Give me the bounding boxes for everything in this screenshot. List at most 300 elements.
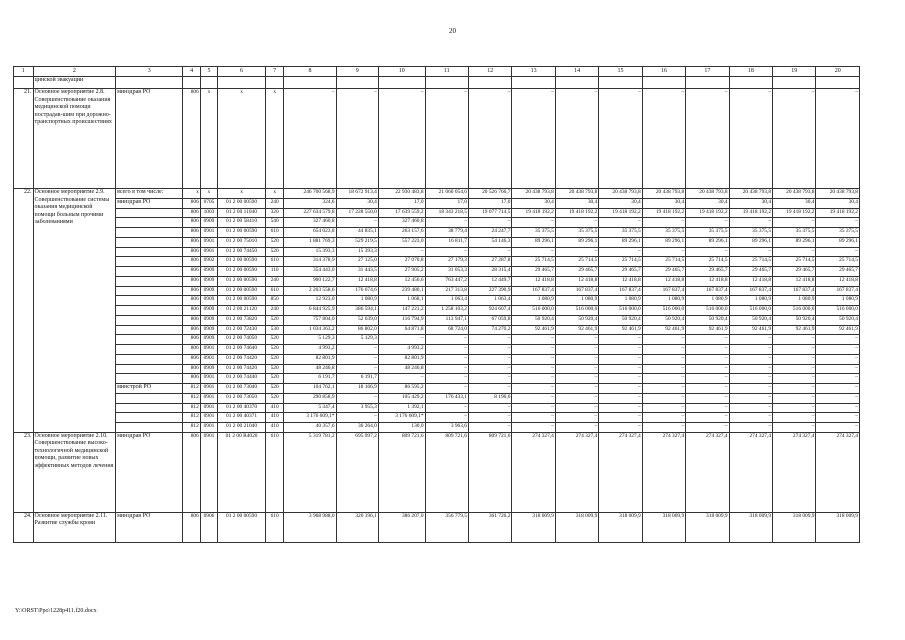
amount-cell: – [773,247,816,257]
expense-type-cell: 520 [265,237,283,247]
amount-cell: 35 375,5 [729,228,772,238]
expense-type-cell: 520 [265,374,283,384]
grbs-code-cell: 806 [183,296,200,306]
amount-cell: 21 060 054,6 [425,189,468,199]
amount-cell: 29 465,7 [599,267,642,277]
amount-cell: – [642,393,685,403]
empty-cell [642,77,685,89]
amount-cell: – [686,354,729,364]
section-code-cell: 0901 [200,247,217,257]
amount-cell: 89 296,1 [642,237,685,247]
amount-cell: 20 526 766,7 [468,189,511,199]
amount-cell: 18 672 913,4 [336,189,378,199]
measure-name: цинской эвакуации [33,77,116,89]
amount-cell: 167 837,4 [816,286,860,296]
amount-cell: 6 191,7 [336,374,378,384]
amount-cell: 239 480,1 [378,286,425,296]
amount-cell: – [425,218,468,228]
column-header: 9 [336,67,378,77]
amount-cell: – [555,89,598,189]
executor-cell [116,403,183,413]
amount-cell: 27 905,2 [378,267,425,277]
amount-cell: 1 392,1 [378,403,425,413]
section-code-cell: 0909 [200,325,217,335]
amount-cell: 25 714,5 [555,257,598,267]
amount-cell: 1 063,4 [425,296,468,306]
column-header: 19 [773,67,816,77]
empty-cell [218,77,266,89]
amount-cell: 92 461,9 [816,325,860,335]
amount-cell: – [686,89,729,189]
amount-cell: 82 801,9 [378,354,425,364]
expense-type-cell: 520 [265,393,283,403]
grbs-code-cell: 806 [183,306,200,316]
amount-cell: – [773,384,816,394]
column-header: 18 [729,67,772,77]
amount-cell: – [512,354,555,364]
amount-cell: 1 080,9 [773,296,816,306]
executor-cell [116,354,183,364]
amount-cell: 50 920,4 [686,315,729,325]
amount-cell: 19 418 192,2 [642,208,685,218]
amount-cell: 19 418 192,2 [773,208,816,218]
column-header: 11 [425,67,468,77]
grbs-code-cell: 806 [183,354,200,364]
expense-type-cell: 520 [265,354,283,364]
amount-cell: 217 313,8 [425,286,468,296]
target-code-cell: 01 2 00 21120 [218,306,266,316]
amount-cell: 30,4 [773,198,816,208]
empty-cell [773,77,816,89]
expense-type-cell: 610 [265,228,283,238]
amount-cell: 92 461,9 [729,325,772,335]
amount-cell: 50 920,4 [773,315,816,325]
expense-type-cell: 520 [265,384,283,394]
amount-cell: – [816,218,860,228]
amount-cell: – [773,374,816,384]
table-row [14,384,860,394]
amount-cell: – [642,247,685,257]
table-row [14,374,860,384]
empty-cell [378,77,425,89]
row-number: 22. [14,189,34,433]
amount-cell: 274 327,4 [686,432,729,512]
target-code-cell: 01 2 00 11040 [218,208,266,218]
amount-cell: 19 418 192,2 [816,208,860,218]
section-code-cell: 1003 [200,208,217,218]
amount-cell: – [686,413,729,423]
amount-cell: – [599,423,642,433]
amount-cell: 19 418 192,2 [512,208,555,218]
table-row [14,335,860,345]
grbs-code-cell: 806 [183,286,200,296]
measure-name: Основное мероприятие 2.8. Совершенствование оказания медицинской помощи пострадав-шим при дорожно-транспортных происшествиях [33,89,116,189]
column-header: 17 [686,67,729,77]
amount-cell: – [729,423,772,433]
table-row [14,77,860,89]
amount-cell: 27 125,0 [336,257,378,267]
amount-cell: – [729,345,772,355]
amount-cell: 50 920,4 [512,315,555,325]
expense-type-cell: 110 [265,267,283,277]
amount-cell: 757 804,0 [284,315,336,325]
amount-cell: – [642,335,685,345]
amount-cell: 17 228 550,0 [336,208,378,218]
amount-cell: – [599,384,642,394]
amount-cell: – [468,247,511,257]
amount-cell: 1 068,1 [378,296,425,306]
amount-cell: 1 258 103,2 [425,306,468,316]
amount-cell: 20 438 793,8 [686,189,729,199]
column-header: 15 [599,67,642,77]
amount-cell: – [773,345,816,355]
amount-cell: – [599,403,642,413]
target-code-cell: 01 2 00 00590 [218,276,266,286]
amount-cell: 324,6 [284,198,336,208]
amount-cell: – [425,403,468,413]
amount-cell: 318 009,9 [729,512,772,542]
amount-cell: – [599,247,642,257]
section-code-cell: 0909 [200,267,217,277]
amount-cell: 290 858,9 [284,393,336,403]
amount-cell: 64 871,8 [378,325,425,335]
amount-cell: 3 963,6 [425,423,468,433]
expense-type-cell: 410 [265,413,283,423]
amount-cell: – [512,335,555,345]
amount-cell: – [599,364,642,374]
amount-cell: 89 296,1 [816,237,860,247]
amount-cell: – [729,364,772,374]
target-code-cell: 01 2 00 74640 [218,345,266,355]
amount-cell: 18 166,9 [336,384,378,394]
executor-cell [116,247,183,257]
amount-cell: 274 327,4 [816,432,860,512]
amount-cell: 274 327,4 [729,432,772,512]
section-code-cell: 0901 [200,384,217,394]
amount-cell: – [729,89,772,189]
amount-cell: – [555,393,598,403]
amount-cell: 516 000,0 [729,306,772,316]
amount-cell: 18 343 218,5 [425,208,468,218]
amount-cell: 30,4 [555,198,598,208]
executor-cell [116,374,183,384]
column-header: 7 [265,67,283,77]
amount-cell: 48 246,8 [284,364,336,374]
executor-cell [116,276,183,286]
expense-type-cell: 410 [265,423,283,433]
amount-cell: – [468,384,511,394]
amount-cell: 29 465,7 [816,267,860,277]
amount-cell: 900 122,7 [284,276,336,286]
amount-cell: – [816,335,860,345]
grbs-code-cell: 806 [183,315,200,325]
amount-cell: 6 844 925,9 [284,306,336,316]
table-row [14,296,860,306]
amount-cell: 12 418,8 [599,276,642,286]
table-row [14,189,860,199]
expense-type-cell: 320 [265,208,283,218]
amount-cell: – [378,335,425,345]
amount-cell: – [468,413,511,423]
amount-cell: 24 247,7 [468,228,511,238]
executor-cell: всего в том числе: [116,189,183,199]
amount-cell: – [425,374,468,384]
amount-cell: 318 009,9 [599,512,642,542]
executor-cell [116,393,183,403]
amount-cell: 20 438 793,8 [816,189,860,199]
amount-cell: – [686,403,729,413]
amount-cell: 105 429,2 [378,393,425,403]
amount-cell: 516 000,0 [555,306,598,316]
amount-cell: 1 080,9 [816,296,860,306]
amount-cell: – [468,403,511,413]
amount-cell: 92 461,9 [512,325,555,335]
amount-cell: 35 375,5 [686,228,729,238]
amount-cell: 318 009,9 [642,512,685,542]
section-code-cell: 0901 [200,228,217,238]
grbs-code-cell: 806 [183,218,200,228]
expense-type-cell: 520 [265,315,283,325]
amount-cell: 12 449,7 [468,276,511,286]
amount-cell: 1 080,9 [555,296,598,306]
amount-cell: 89 296,1 [773,237,816,247]
amount-cell: 104 762,1 [284,384,336,394]
amount-cell: 5 319 781,2 [284,432,336,512]
amount-cell: 116 794,9 [378,315,425,325]
amount-cell: – [512,89,555,189]
amount-cell: 17 639 559,2 [378,208,425,218]
empty-cell [729,77,772,89]
column-header: 3 [116,67,183,77]
amount-cell: – [816,345,860,355]
amount-cell: 386 207,0 [378,512,425,542]
amount-cell: – [555,403,598,413]
amount-cell: – [816,89,860,189]
executor-cell [116,335,183,345]
expense-type-cell: 610 [265,286,283,296]
grbs-code-cell: 806 [183,89,200,189]
executor-cell [116,413,183,423]
empty-cell [468,77,511,89]
table-row [14,364,860,374]
amount-cell: 1 881 769,3 [284,237,336,247]
target-code-cell: х [218,189,266,199]
row-number: 21. [14,89,34,189]
expense-type-cell: 610 [265,432,283,512]
grbs-code-cell: 806 [183,198,200,208]
amount-cell: 361 726,2 [468,512,511,542]
amount-cell: 30,4 [729,198,772,208]
amount-cell: 89 296,1 [599,237,642,247]
amount-cell: 20 438 793,8 [729,189,772,199]
table-row [14,257,860,267]
amount-cell: 19 418 192,2 [555,208,598,218]
amount-cell: – [729,384,772,394]
budget-table [13,66,860,543]
amount-cell: 263 157,6 [378,228,425,238]
executor-cell [116,306,183,316]
amount-cell: 176 674,6 [336,286,378,296]
amount-cell: 167 837,4 [599,286,642,296]
amount-cell: 17,0 [378,198,425,208]
amount-cell: 318 009,9 [686,512,729,542]
column-header: 2 [33,67,116,77]
table-row [14,354,860,364]
target-code-cell: 01 2 00 00590 [218,267,266,277]
executor-cell [116,286,183,296]
table-row [14,237,860,247]
grbs-code-cell: 806 [183,267,200,277]
amount-cell: 516 000,0 [686,306,729,316]
amount-cell: – [773,364,816,374]
section-code-cell: 0901 [200,393,217,403]
amount-cell: – [336,393,378,403]
amount-cell: – [512,384,555,394]
amount-cell: – [555,374,598,384]
amount-cell: – [468,218,511,228]
amount-cell: 29 465,7 [686,267,729,277]
amount-cell: – [686,335,729,345]
grbs-code-cell: 806 [183,374,200,384]
amount-cell: 1 080,9 [642,296,685,306]
target-code-cell: 01 2 00 21040 [218,423,266,433]
amount-cell: 25 714,5 [642,257,685,267]
amount-cell: 27 287,8 [468,257,511,267]
section-code-cell: 0909 [200,296,217,306]
target-code-cell: 01 2 00 74450 [218,247,266,257]
amount-cell: 89 296,1 [512,237,555,247]
amount-cell: – [336,345,378,355]
column-header: 6 [218,67,266,77]
amount-cell: – [773,335,816,345]
amount-cell: 320 196,1 [336,512,378,542]
amount-cell: – [378,89,425,189]
amount-cell: – [729,335,772,345]
amount-cell: 167 837,4 [686,286,729,296]
amount-cell: 516 000,0 [816,306,860,316]
empty-cell [816,77,860,89]
column-header: 16 [642,67,685,77]
amount-cell: – [555,413,598,423]
expense-type-cell: 240 [265,276,283,286]
expense-type-cell: 540 [265,218,283,228]
amount-cell: – [336,364,378,374]
section-code-cell: 0901 [200,354,217,364]
amount-cell: – [816,374,860,384]
amount-cell: 3 968 988,0 [284,512,336,542]
section-code-cell: 0901 [200,432,217,512]
expense-type-cell: х [265,89,283,189]
amount-cell: 227 634 579,8 [284,208,336,218]
amount-cell: 38 779,4 [425,228,468,238]
amount-cell: 25 714,5 [686,257,729,267]
amount-cell: 35 375,5 [642,228,685,238]
expense-type-cell: 610 [265,257,283,267]
amount-cell: – [729,403,772,413]
amount-cell: – [425,384,468,394]
table-row [14,276,860,286]
amount-cell: 274 327,4 [642,432,685,512]
amount-cell: – [425,345,468,355]
amount-cell: – [555,247,598,257]
amount-cell: – [686,423,729,433]
expense-type-cell: 610 [265,512,283,542]
section-code-cell: 0906 [200,512,217,542]
column-header: 10 [378,67,425,77]
amount-cell: 17,0 [425,198,468,208]
amount-cell: – [555,384,598,394]
amount-cell: 27 070,8 [378,257,425,267]
amount-cell: – [468,89,511,189]
amount-cell: – [686,384,729,394]
amount-cell: – [816,403,860,413]
section-code-cell: 0901 [200,423,217,433]
amount-cell: 167 837,4 [773,286,816,296]
section-code-cell: 0901 [200,345,217,355]
target-code-cell: 01 2 00 00590 [218,512,266,542]
amount-cell: 318 009,9 [773,512,816,542]
grbs-code-cell: 812 [183,423,200,433]
measure-name: Основное мероприятие 2.9. Совершенствование системы оказания медицинской помощи больным прочими заболеваниями [33,189,116,433]
amount-cell: – [642,413,685,423]
amount-cell: 25 714,5 [599,257,642,267]
grbs-code-cell: х [183,189,200,199]
grbs-code-cell: 806 [183,364,200,374]
amount-cell: 2 203 558,6 [284,286,336,296]
table-row [14,315,860,325]
amount-cell: 92 461,9 [686,325,729,335]
amount-cell: 30,4 [336,198,378,208]
table-row [14,345,860,355]
amount-cell: – [599,393,642,403]
amount-cell: 809 721,6 [425,432,468,512]
amount-cell: – [555,354,598,364]
section-code-cell: 0909 [200,335,217,345]
empty-cell [512,77,555,89]
amount-cell: 17,0 [468,198,511,208]
amount-cell: 92 461,9 [555,325,598,335]
amount-cell: 12 418,8 [642,276,685,286]
amount-cell: – [555,423,598,433]
amount-cell: – [512,423,555,433]
target-code-cell: 01 2 00 74050 [218,335,266,345]
amount-cell: 654 023,8 [284,228,336,238]
amount-cell: – [599,89,642,189]
column-header: 13 [512,67,555,77]
amount-cell: 30,4 [512,198,555,208]
amount-cell: 35 375,5 [773,228,816,238]
amount-cell: 167 837,4 [555,286,598,296]
amount-cell: 52 639,0 [336,315,378,325]
section-code-cell: 0705 [200,198,217,208]
amount-cell: 20 438 793,8 [555,189,598,199]
amount-cell: – [642,345,685,355]
empty-cell [686,77,729,89]
grbs-code-cell: 806 [183,257,200,267]
amount-cell: – [686,247,729,257]
table-header-row [14,67,860,77]
target-code-cell: 01 2 00 73820 [218,315,266,325]
grbs-code-cell: 806 [183,512,200,542]
amount-cell: 50 920,4 [729,315,772,325]
amount-cell: 6 191,7 [284,374,336,384]
table-row [14,89,860,189]
empty-cell [599,77,642,89]
amount-cell: 48 246,8 [378,364,425,374]
amount-cell: – [642,384,685,394]
amount-cell: 516 000,0 [599,306,642,316]
amount-cell: – [512,345,555,355]
